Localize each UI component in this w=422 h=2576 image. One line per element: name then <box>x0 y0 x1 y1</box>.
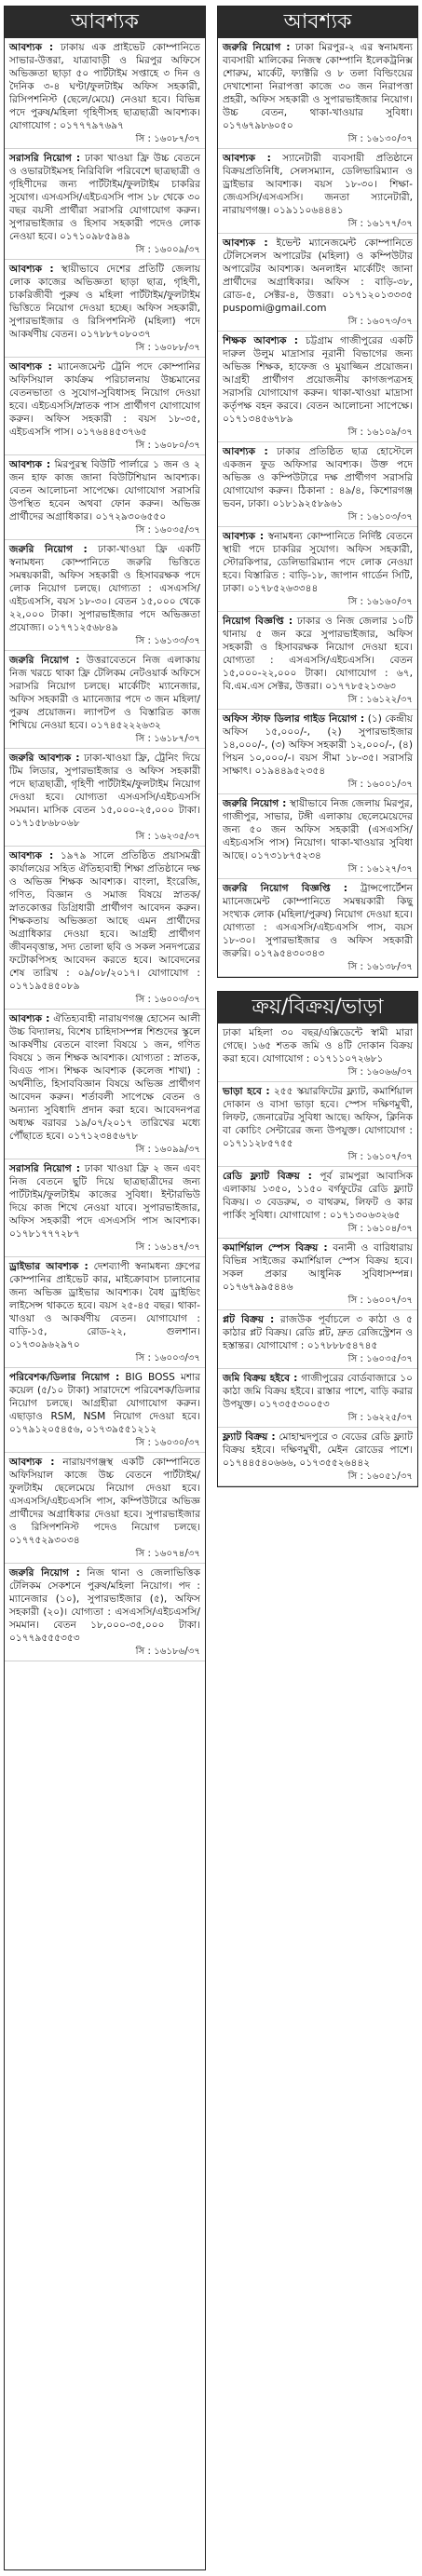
ad-text <box>9 152 200 243</box>
ad-reference-code: সি : ১৬১৩০/৩৭ <box>347 134 413 144</box>
classified-ad <box>218 1428 417 1486</box>
ad-reference-code: সি : ১৬০৯৯/৩৭ <box>135 1145 200 1155</box>
classified-ad <box>218 527 417 612</box>
classified-ad <box>218 234 417 332</box>
jobs-block <box>217 6 418 978</box>
ad-text <box>9 1012 200 1143</box>
ad-keyword: আবশ্যক : <box>223 531 265 542</box>
ad-keyword: অফিস স্টাফ ডিলার গাইড নিয়োগ : <box>223 713 365 725</box>
sale-ad-list <box>218 1024 417 1486</box>
ad-keyword: আবশ্যক : <box>9 1457 55 1468</box>
ad-text <box>9 1566 200 1645</box>
ad-body: ঢাকা-খাওয়া ফ্রি একটি স্বনামধন্য কোম্পানিতে জরুরি ভিত্তিতে সমন্বয়কারী, অফিস সহকারী ও হিসাবরক্ষক পদে লোক নিয়োগ চলছে। যোগ্যতা : এসএসসি/এইচএসসি, বয়স ১৮-৩০। বেতন ১৫,০০০ থেকে ২২,০০০ টাকা। সুপারভাইজার পদে অভিজ্ঞতা প্রযোজ্য। ০১৭৭১২৫৬৮৪৯ <box>9 544 200 633</box>
ad-keyword: আবশ্যক : <box>223 446 268 457</box>
ad-keyword: রেডি ফ্ল্যাট বিক্রয় : <box>223 1171 312 1182</box>
ad-text <box>9 458 200 523</box>
ad-keyword: আবশ্যক : <box>9 264 54 275</box>
ad-body: ম্যানেজমেন্ট ট্রেনি পদে কোম্পানির অফিসিয়াল কার্যক্রম পরিচালনায় উচ্চমানের বেতনভাতা ও সুযোগ-সুবিধাসহ নিয়োগ দেওয়া হবে। এইচএসসি/স্নাতক পাস প্রার্থীগণ যোগাযোগ করুন। অফিস সহকারী : বয়স ১৮-৩৫, এইচএসসি পাস। ০১৭৬৪৪৫৩৭৬৫ <box>9 361 200 438</box>
ad-keyword: ড্রাইভার আবশ্যক : <box>9 1261 88 1272</box>
ad-body: ঢাকার প্রতিষ্ঠিত ছাত্র হোস্টেলে একজন ফুড অফিসার আবশ্যক। উক্ত পদে অভিজ্ঞ ও কম্পিউটারে দক্ষ প্রার্থীগণ সরাসরি যোগাযোগ করুন। ঠিকানা : ৪৯/৪, কিশোরগঞ্জ ভবন, ঢাকা। ০১৮১৯২৫৮৯৬১ <box>223 446 414 509</box>
ad-reference-code: সি : ১৬০৩৫/৩৭ <box>135 525 200 536</box>
ad-reference-code: সি : ১৬১০৯/৩৭ <box>347 427 413 438</box>
ad-reference-code: সি : ১৬১০৩/৩৭ <box>347 512 413 522</box>
classified-ad <box>218 149 417 234</box>
ad-reference-code: সি : ১৬০০৭/৩৭ <box>347 1295 413 1306</box>
ad-text <box>223 445 413 510</box>
ad-text <box>223 334 413 426</box>
classified-ad <box>218 1167 417 1239</box>
classified-ad <box>5 260 205 358</box>
ad-text <box>223 1372 413 1411</box>
classified-ad <box>218 710 417 794</box>
classified-ad <box>5 540 205 651</box>
left-column <box>4 6 206 2570</box>
right-column <box>217 6 418 2570</box>
ad-text <box>9 1456 200 1547</box>
sale-section-header: ক্রয়/বিক্রয়/ভাড়া <box>218 992 417 1024</box>
ad-text <box>223 615 413 693</box>
ad-reference-code: সি : ১৬১৩৮/৩৭ <box>347 962 413 972</box>
ad-text <box>223 1026 413 1065</box>
classified-ad <box>5 1159 205 1257</box>
ad-text <box>223 1170 413 1222</box>
ad-text <box>9 849 200 993</box>
ad-keyword: কমার্শিয়াল স্পেস বিক্রয় : <box>223 1242 328 1254</box>
ad-keyword: জরুরি নিয়োগ : <box>9 1567 80 1579</box>
ad-keyword: প্লট বিক্রয় : <box>223 1314 275 1325</box>
ad-reference-code: সি : ১৬০৮৮/৩৭ <box>135 343 200 353</box>
classified-ad <box>218 612 417 710</box>
ad-text <box>9 1371 200 1436</box>
ad-text <box>9 263 200 341</box>
ad-body: স্থায়ীভাবে নিজ জেলায় মিরপুর, গাজীপুর, সাভার, টঙ্গী এলাকায় ছেলেমেয়েদের জন্য ৫০ জন অফিস সহকারী (এসএসসি/এইচএসসি পাস) নিয়োগ। থাকা-খাওয়ার সুবিধা আছে। ০১৭৩১৮৭৫২৩৪ <box>223 798 413 861</box>
classified-ad <box>218 1239 417 1310</box>
ad-body: নারায়ণগঞ্জস্থ একটি কোম্পানিতে অফিসিয়াল কাজে উচ্চ বেতনে পার্টটাইম/ফুলটাইম ছেলেমেয়ে নিয়োগ দেওয়া হবে। এসএসসি/এইচএসসি পাস, কম্পিউটারে অভিজ্ঞ প্রার্থীদের অগ্রাধিকার দেওয়া হবে। সুপারভাইজার ও রিসিপশনিস্ট পদেও নিয়োগ চলছে। ০১৭৭৫২৯৩০৩৪ <box>9 1457 200 1546</box>
ad-keyword: আবশ্যক : <box>223 237 268 249</box>
ad-keyword: ফ্ল্যাট বিক্রয় : <box>223 1431 276 1443</box>
ad-text <box>223 237 413 315</box>
ad-body: ঢাকার ও নিজ জেলার ১০টি থানায় ৫ জন করে সুপারভাইজার, অফিস সহকারী ও হিসাবরক্ষক নিয়োগ দেওয়া হবে। যোগ্যতা : এসএসসি/এইচএসসি। বেতন ১৫,০০০-২২,০০০ টাকা। যোগাযোগ : ৬৭, বি.এম.এস সেক্টর, উত্তরা। ০১৭৭৮৫২১৩৬৩ <box>223 616 413 692</box>
classified-ad <box>5 1564 205 1661</box>
ad-body: ১৯৭৯ সালে প্রতিষ্ঠিত প্রয়াসমন্ত্রী কার্যালয়ের সহিত ঐতিহ্যবাহী শিক্ষা প্রতিষ্ঠানে দক্ষ ও অভিজ্ঞ শিক্ষক আবশ্যক। বাংলা, ইংরেজি, গণিত, বিজ্ঞান ও সমাজ বিষয়ে স্নাতক/স্নাতকোত্তর ডিগ্রিধারী প্রার্থীগণ আবেদন করুন। শিক্ষকতায় অভিজ্ঞতা আছে এমন প্রার্থীদের অগ্রাধিকার দেওয়া হবে। আগ্রহী প্রার্থীগণ জীবনবৃত্তান্ত, সদ্য তোলা ছবি ও সকল সনদপত্রের ফটোকপিসহ আবেদন করতে হবে। আবেদনের শেষ তারিখ : ০৯/০৮/২০১৭। যোগাযোগ : ০১৭১৯৫৪৫০৮৯ <box>9 850 200 992</box>
ad-body: ঢাকা-খাওয়া ফ্রি, ট্রেনিং দিয়ে টিম লিডার, সুপারভাইজার ও অফিস সহকারী পদে ছাত্রছাত্রী, গৃহিণী পার্টটাইম/ফুলটাইম নিয়োগ দেওয়া হবে। যোগ্যতা এসএসসি/এইচএসসি সমমান। মাসিক বেতন ১৫,০০০-২৫,০০০ টাকা। ০১৭১৫৮৬৮০৬৮ <box>9 752 200 829</box>
ad-text <box>223 1313 413 1352</box>
classified-ad <box>5 651 205 749</box>
classified-ad <box>218 1082 417 1167</box>
left-column-header: আবশ্যক <box>5 7 205 38</box>
ad-text <box>223 712 413 778</box>
ad-body: গাজীপুরের বোর্ডবাজারে ১০ কাঠা জমি বিক্রয় হইবে। রাস্তার পাশে, বাড়ি করার উপযুক্ত। ০১৭৩৫৫৩০০৫৩ <box>223 1373 413 1410</box>
ad-reference-code: সি : ১৬০৭৪/৩৭ <box>135 1549 200 1559</box>
ad-reference-code: সি : ১৬০০৩/৩৭ <box>135 995 200 1005</box>
ad-keyword: আবশ্যক : <box>223 153 271 164</box>
ad-reference-code: সি : ১৬০৮০/৩৭ <box>135 441 200 451</box>
ad-keyword: আবশ্যক : <box>9 42 54 53</box>
ad-keyword: জরুরি নিয়োগ বিজ্ঞপ্তি : <box>223 883 348 894</box>
ad-keyword: জরুরি আবশ্যক : <box>9 752 80 764</box>
right-ad-list <box>218 38 417 977</box>
classified-ad <box>5 847 205 1010</box>
ad-reference-code: সি : ১৬২২৫/৩৭ <box>347 1413 413 1423</box>
ad-keyword: সরাসরি নিয়োগ : <box>9 1163 80 1174</box>
ad-reference-code: সি : ১৬১৭৭/৩৭ <box>347 219 413 229</box>
ad-reference-code: সি : ১৬১৮৬/৩৭ <box>135 1647 200 1657</box>
ad-body: স্যানেটারী ব্যবসায়ী প্রতিষ্ঠানে বিক্রয়প্রতিনিধি, সেলসম্যান, ডেলিভারিম্যান ও ড্রাইভার আবশ্যক। বয়স ১৮-৩০। শিক্ষা-জেএসসি/এসএসসি। জনতা স্যানেটারী, নারায়ণগঞ্জ। ০১৯১১০৬৪৪৪১ <box>223 153 413 216</box>
ad-reference-code: সি : ১৬০৫১/৩৭ <box>347 1471 413 1482</box>
ad-reference-code: সি : ১৬১২৭/৩৭ <box>347 864 413 874</box>
ad-reference-code: সি : ১৬১৮৭/৩৭ <box>135 734 200 744</box>
ad-reference-code: সি : ১৬০৩০/৩৭ <box>135 1438 200 1448</box>
classified-ad <box>5 749 205 847</box>
ad-reference-code: সি : ১৬০৬৬/৩৭ <box>347 1067 413 1078</box>
classified-ad <box>5 1257 205 1368</box>
classified-ad <box>218 442 417 527</box>
ad-reference-code: সি : ১৬১০৪/৩৭ <box>347 1224 413 1234</box>
ad-reference-code: সি : ১৬১৩৩/৩৭ <box>135 636 200 646</box>
ad-text <box>223 882 413 960</box>
ad-keyword: সরাসরি নিয়োগ : <box>9 153 81 164</box>
ad-reference-code: সি : ১৬২৩৫/৩৭ <box>135 832 200 842</box>
ad-body: (১) কেন্দ্রীয় অফিস ১৫,০০০/-, (২) সুপারভাইজার ১৪,০০০/-, (৩) অফিস সহকারী ১২,০০০/-, (৪) পিয়ন ১০,০০০/-। বয়স সীমা ১৮-৩৫। সরাসরি সাক্ষাৎ। ০১৯৪৪৯৫২৩৫৪ <box>223 713 413 777</box>
classified-ad <box>218 794 417 879</box>
ad-body: ২৫৫ স্কয়ারফিটের ফ্ল্যাট, কমার্শিয়াল দোকান ও বাসা ভাড়া হবে। স্পেস দক্ষিণমুখী, লিফট, জেনারেটর সুবিধা আছে। অফিস, ক্লিনিক বা কোচিং সেন্টারের জন্য উপযুক্ত। যোগাযোগ : ০১৭১১২৮৫৭৫৫ <box>223 1086 413 1149</box>
ad-reference-code: সি : ১৬১০৭/৩৭ <box>347 1152 413 1162</box>
ad-body: ঢাকা মহিলা ৩০ বছর/এক্সিডেন্টে স্বামী মারা গেছে। ১৬৫ শতক জমি ও ৪টি দোকান বিক্রয় করা হবে। যোগাযোগ : ০১৭১১০৭২৬৮১ <box>223 1027 413 1064</box>
ad-text <box>9 752 200 830</box>
ad-keyword: আবশ্যক : <box>9 1013 50 1024</box>
ad-body: ইভেন্ট ম্যানেজমেন্ট কোম্পানিতে টেলিসেলস অপারেটর (মহিলা) ও কম্পিউটার অপারেটর আবশ্যক। অনলাইন মার্কেটিং জানা প্রার্থীদের অগ্রাধিকার। অফিস : বাড়ি-৩৮, রোড-৫, সেক্টর-৪, উত্তরা। ০১৭১২০১৩৩৩৫ puspomi@gmail.com <box>223 237 413 314</box>
ad-body: ঢাকা খাওয়া ফ্রি ২ জন এবং নিজ বেতনে ছুটি দিয়ে ছাত্রছাত্রীদের জন্য পার্টটাইম/ফুলটাইম কাজের সুবিধা। ইন্টারভিউ দিয়ে কাজ শিখে নেওয়া যাবে। সুপারভাইজার, অফিস সহকারী পদে এসএসসি পাস আবশ্যক। ০১৭৮১৭৭৭২৮৭ <box>9 1163 200 1240</box>
ad-reference-code: সি : ১৬০৮৭/৩৭ <box>135 134 200 144</box>
ad-text <box>223 41 413 132</box>
ad-keyword: আবশ্যক : <box>9 850 54 861</box>
ad-body: ঢাকা খাওয়া ফ্রি উচ্চ বেতনে ও ওভারটাইমসহ নিরিবিলি পরিবেশে ছাত্রছাত্রী ও গৃহিণীদের জন্য পার্টটাইম/ফুলটাইম চাকরির সুযোগ। এসএসসি/এইচএসসি পাস ১৮ থেকে ৩০ বছর বয়সী প্রার্থীরা সরাসরি যোগাযোগ করুন। সুপারভাইজার ও হিসাব সহকারী পদেও লোক নেওয়া হবে। ০১৭১০৯৮৫৯৪৯ <box>9 153 200 242</box>
classified-ad <box>5 38 205 149</box>
right-column-header: আবশ্যক <box>218 7 417 38</box>
classified-ad <box>5 149 205 260</box>
ad-reference-code: সি : ১৬০০১/৩৭ <box>347 780 413 790</box>
ad-keyword: জরুরি নিয়োগ : <box>9 655 80 666</box>
ad-keyword: জরুরি নিয়োগ : <box>223 42 291 53</box>
classified-ad <box>218 1310 417 1369</box>
ad-keyword: আবশ্যক : <box>9 361 52 373</box>
ad-text <box>9 360 200 439</box>
ad-body: চট্টগ্রাম গাজীপুরের একটি দারুল উলুম মাদ্রাসার নূরানী বিভাগের জন্য অভিজ্ঞ শিক্ষক, হাফেজ ও মুয়াজ্জিন প্রয়োজন। আগ্রহী প্রার্থীগণ প্রয়োজনীয় কাগজপত্রসহ সরাসরি যোগাযোগ করুন। থাকা-খাওয়া মাদ্রাসা কর্তৃপক্ষ বহন করবে। বেতন আলোচনা সাপেক্ষে। ০১৭১৩৪৫৬৭৮৯ <box>223 335 413 425</box>
ad-reference-code: সি : ১৬০৩৫/৩৭ <box>347 1354 413 1364</box>
ad-body: ঐতিহ্যবাহী নারায়ণগঞ্জ হোসেন আলী উচ্চ বিদ্যালয়, বিশেষ চাহিদাসম্পন্ন শিশুদের স্কুলে আকর্ষণীয় বেতনে বাংলা বিষয়ে ১ জন, গণিত বিষয়ে ১ জন শিক্ষক আবশ্যক। যোগ্যতা : স্নাতক, বিএড পাস। শিক্ষক আবশ্যক (কলেজ শাখা) : অর্থনীতি, হিসাববিজ্ঞান বিষয়ে অভিজ্ঞ প্রার্থীগণ আবেদন করুন। শর্তাবলী সাপেক্ষে বেতন ও অন্যান্য সুবিধাদি প্রদান করা হবে। আবেদনপত্র অধ্যক্ষ বরাবর ১৯/০৭/২০১৭ তারিখের মধ্যে পৌঁছাতে হবে। ০১৭১২৩৪৫৬৭৮ <box>9 1013 201 1142</box>
classified-ad <box>218 1369 417 1428</box>
ad-body: রাজউক পূর্বাচলে ৩ কাঠা ও ৫ কাঠার প্লট বিক্রয়। রেডি প্লট, দ্রুত রেজিস্ট্রেশন ও হস্তান্তর। যোগাযোগ : ০১৭৮৮৮৫৪৭৪৫ <box>223 1314 413 1351</box>
ad-keyword: জরুরি নিয়োগ : <box>223 798 287 809</box>
ad-keyword: আবশ্যক : <box>9 459 51 470</box>
ad-text <box>223 1241 413 1294</box>
classified-ad <box>218 879 417 977</box>
ad-body: মোহাম্মদপুরে ৩ বেডের রেডি ফ্ল্যাট বিক্রয় হইবে। দক্ষিণমুখী, মেইন রোডের পাশে। ০১৭৪৪৫৪০৬৬৬, ০১৭৩৫৫২৬৪৪২ <box>223 1431 413 1469</box>
ad-body: পূর্ব রামপুরা আবাসিক এলাকায় ১৩৫০, ১১৫০ বর্গফুটের রেডি ফ্ল্যাট বিক্রয়। ৩ বেডরুম, ৩ বাথরুম, লিফট ও কার পার্কিং সুবিধা। যোগাযোগ : ০১৭১৩০৬৩২৬৫ <box>223 1171 413 1221</box>
classified-ad <box>5 1010 205 1159</box>
classified-ad <box>5 1368 205 1453</box>
ad-reference-code: সি : ১৬১২২/৩৭ <box>347 695 413 705</box>
ad-reference-code: সি : ১৬১৬০/৩৭ <box>347 597 413 607</box>
ad-text <box>9 654 200 732</box>
ad-keyword: জরুরি নিয়োগ : <box>9 544 88 555</box>
classified-ad <box>218 332 417 442</box>
ad-body: ঢাকা মিরপুর-২ এর স্বনামধন্য ব্যবসায়ী মালিকের নিজস্ব কোম্পানি ইলেকট্রনিক্স শোরুম, মার্কেট, ফ্যাক্টরি ও ৮ তলা বিল্ডিংয়ের দেখাশোনা নিরাপত্তা কাজে ৩০ জন নিরাপত্তা প্রহরী, অফিস সহকারী ও সুপারভাইজার নিয়োগ। উচ্চ বেতন, থাকা-খাওয়ার সুবিধা। ০১৭৬৭৯৮৬০৫০ <box>223 42 413 131</box>
ad-body: বনানী ও বারিধারায় বিভিন্ন সাইজের কমার্শিয়াল স্পেস বিক্রয় হবে। সকল প্রকার আধুনিক সুবিধাসম্পন্ন। ০১৭৬৭৯৯৫৪৪৬ <box>223 1242 413 1293</box>
ad-text <box>9 543 200 634</box>
ad-text <box>223 1085 413 1150</box>
ad-keyword: শিক্ষক আবশ্যক : <box>223 335 299 346</box>
ad-body: মিরপুরস্থ বিউটি পার্লারে ১ জন ও ২ জন হাফ কাজ জানা বিউটিশিয়ান আবশ্যক। বেতন আলোচনা সাপেক্ষে। যোগাযোগ সরাসরি উপস্থিত হবেন অথবা ফোন করুন। অভিজ্ঞ প্রার্থীদের অগ্রাধিকার। ০১৭২৯৩০৬৫৫০ <box>9 459 200 522</box>
classified-ad <box>218 38 417 149</box>
ad-body: দেশব্যাপী স্বনামধন্য গ্রুপের কোম্পানির প্রাইভেট কার, মাইক্রোবাস চালানোর জন্য অভিজ্ঞ ড্রাইভার আবশ্যক। বৈধ ড্রাইভিং লাইসেন্স থাকতে হবে। বয়স ২৫-৪৫ বছর। থাকা-খাওয়া ও আকর্ষণীয় বেতন। যোগাযোগ : বাড়ি-১৫, রোড-২২, গুলশান। ০১৭৩০৯৬২৯৭০ <box>9 1261 201 1350</box>
ad-reference-code: সি : ১৬০০৯/৩৭ <box>135 245 200 255</box>
ad-body: নিজ থানা ও জেলাভিত্তিক টেলিকম সেকশনে পুরুষ/মহিলা নিয়োগ। পদ : ম্যানেজার (১০), সুপারভাইজার (৫), অফিস সহকারী (২০)। যোগ্যতা : এসএসসি/এইচএসসি/সমমান। বেতন ১৮,০০০-৩৫,০০০ টাকা। ০১৭৭৯৫৫৫৩৫৩ <box>9 1567 200 1644</box>
ad-text <box>9 41 200 132</box>
sale-block <box>217 991 418 1487</box>
ad-text <box>223 1430 413 1470</box>
ad-body: BIG BOSS মশার কয়েল (৫/১০ টাকা) সারাদেশে পরিবেশক/ডিলার নিয়োগ চলছে। আগ্রহীরা যোগাযোগ করুন। এছাড়াও RSM, NSM নিয়োগ দেওয়া হবে। ০১৭৯১২০৫৪৫৬, ০১৭৩৯৫৫১২১২ <box>9 1372 200 1435</box>
ad-text <box>223 797 413 862</box>
ad-keyword: পরিবেশক/ডিলার নিয়োগ : <box>9 1372 120 1383</box>
ad-reference-code: সি : ১৬০৭৩/৩৭ <box>347 317 413 327</box>
ad-reference-code: সি : ১৬১৪৭/৩৭ <box>135 1242 200 1253</box>
ad-body: ঢাকায় এক প্রাইভেট কোম্পানিতে সাভার-উত্তরা, যাত্রাবাড়ী ও মিরপুর অফিসে অভিজ্ঞতা ছাড়া ৫০ পার্টটাইম সপ্তাহে ৩ দিন ও দৈনিক ৩-৪ ঘণ্টা/ফুলটাইম অফিস সহকারী, রিসিপশনিস্ট (ছেলে/মেয়ে) নেওয়া হবে। বিভিন্ন পদে পুরুষ/মহিলা গৃহিণীসহ ছাত্রছাত্রী আবশ্যক। যোগাযোগ : ০১৭৭৭৯৭৬৯৭ <box>9 42 201 131</box>
ad-text <box>223 530 413 595</box>
ad-text <box>9 1260 200 1351</box>
classified-ad <box>5 455 205 540</box>
classified-ad <box>5 358 205 455</box>
left-ad-list <box>5 38 205 1661</box>
ad-body: উত্তরাবেতনে নিজ এলাকায় নিজ খরচে থাকা ফ্রি টেলিকম নেটওয়ার্ক অফিসে সরাসরি নিয়োগ চলছে। মার্কেটিং ম্যানেজার, অফিস সহকারী ও ম্যানেজার পদে ৩ জন মহিলা/পুরুষ প্রয়োজন। ল্যাপটপ ও বিস্তারিত কাজ শিখিয়ে নেওয়া হবে। ০১৭৪৫২২২৬৩২ <box>9 655 200 731</box>
ad-body: ট্রান্সপোর্টেশন ম্যানেজমেন্ট কোম্পানিতে সমন্বয়কারী কিছু সংখ্যক লোক (মহিলা/পুরুষ) নিয়োগ দেওয়া হবে। যোগ্যতা : এসএসসি/এইচএসসি পাস, বয়স ১৮-৩০। সুপারভাইজার ও অফিস সহকারী জরুরি। ০১৭৯৫৪৩০৩৪৩ <box>223 883 414 959</box>
classified-ad <box>218 1024 417 1082</box>
ad-text <box>9 1162 200 1241</box>
ad-keyword: জমি বিক্রয় হইবে : <box>223 1373 298 1384</box>
ad-reference-code: সি : ১৬০০৩/৩৭ <box>135 1353 200 1363</box>
ad-keyword: নিয়োগ বিজ্ঞপ্তি : <box>223 616 293 627</box>
ad-text <box>223 152 413 217</box>
ad-body: স্থায়ীভাবে দেশের প্রতিটি জেলায় লোক কাজের অভিজ্ঞতা ছাড়া ছাত্র, গৃহিণী, চাকরিজীবী পুরুষ ও মহিলা পার্টটাইম/ফুলটাইম ভিত্তিতে নিয়োগ দেওয়া হচ্ছে। অফিস সহকারী, সুপারভাইজার ও রিসিপশনিস্ট (মহিলা) পদে আকর্ষণীয় বেতন। ০১৭৮৮৭০৮০৩৭ <box>9 264 200 340</box>
ad-body: স্বনামধন্য কোম্পানিতে নির্দিষ্ট বেতনে স্থায়ী পদে চাকরির সুযোগ। অফিস সহকারী, স্টোরকিপার, ডেলিভারিম্যান পদে লোক নেওয়া হবে। বিস্তারিত : বাড়ি-১৮, জাপান গার্ডেন সিটি, ঢাকা। ০১৭৮৫২৬৩৩৪৪ <box>223 531 413 594</box>
classified-ad <box>5 1453 205 1564</box>
ad-keyword: ভাড়া হবে : <box>223 1086 270 1097</box>
